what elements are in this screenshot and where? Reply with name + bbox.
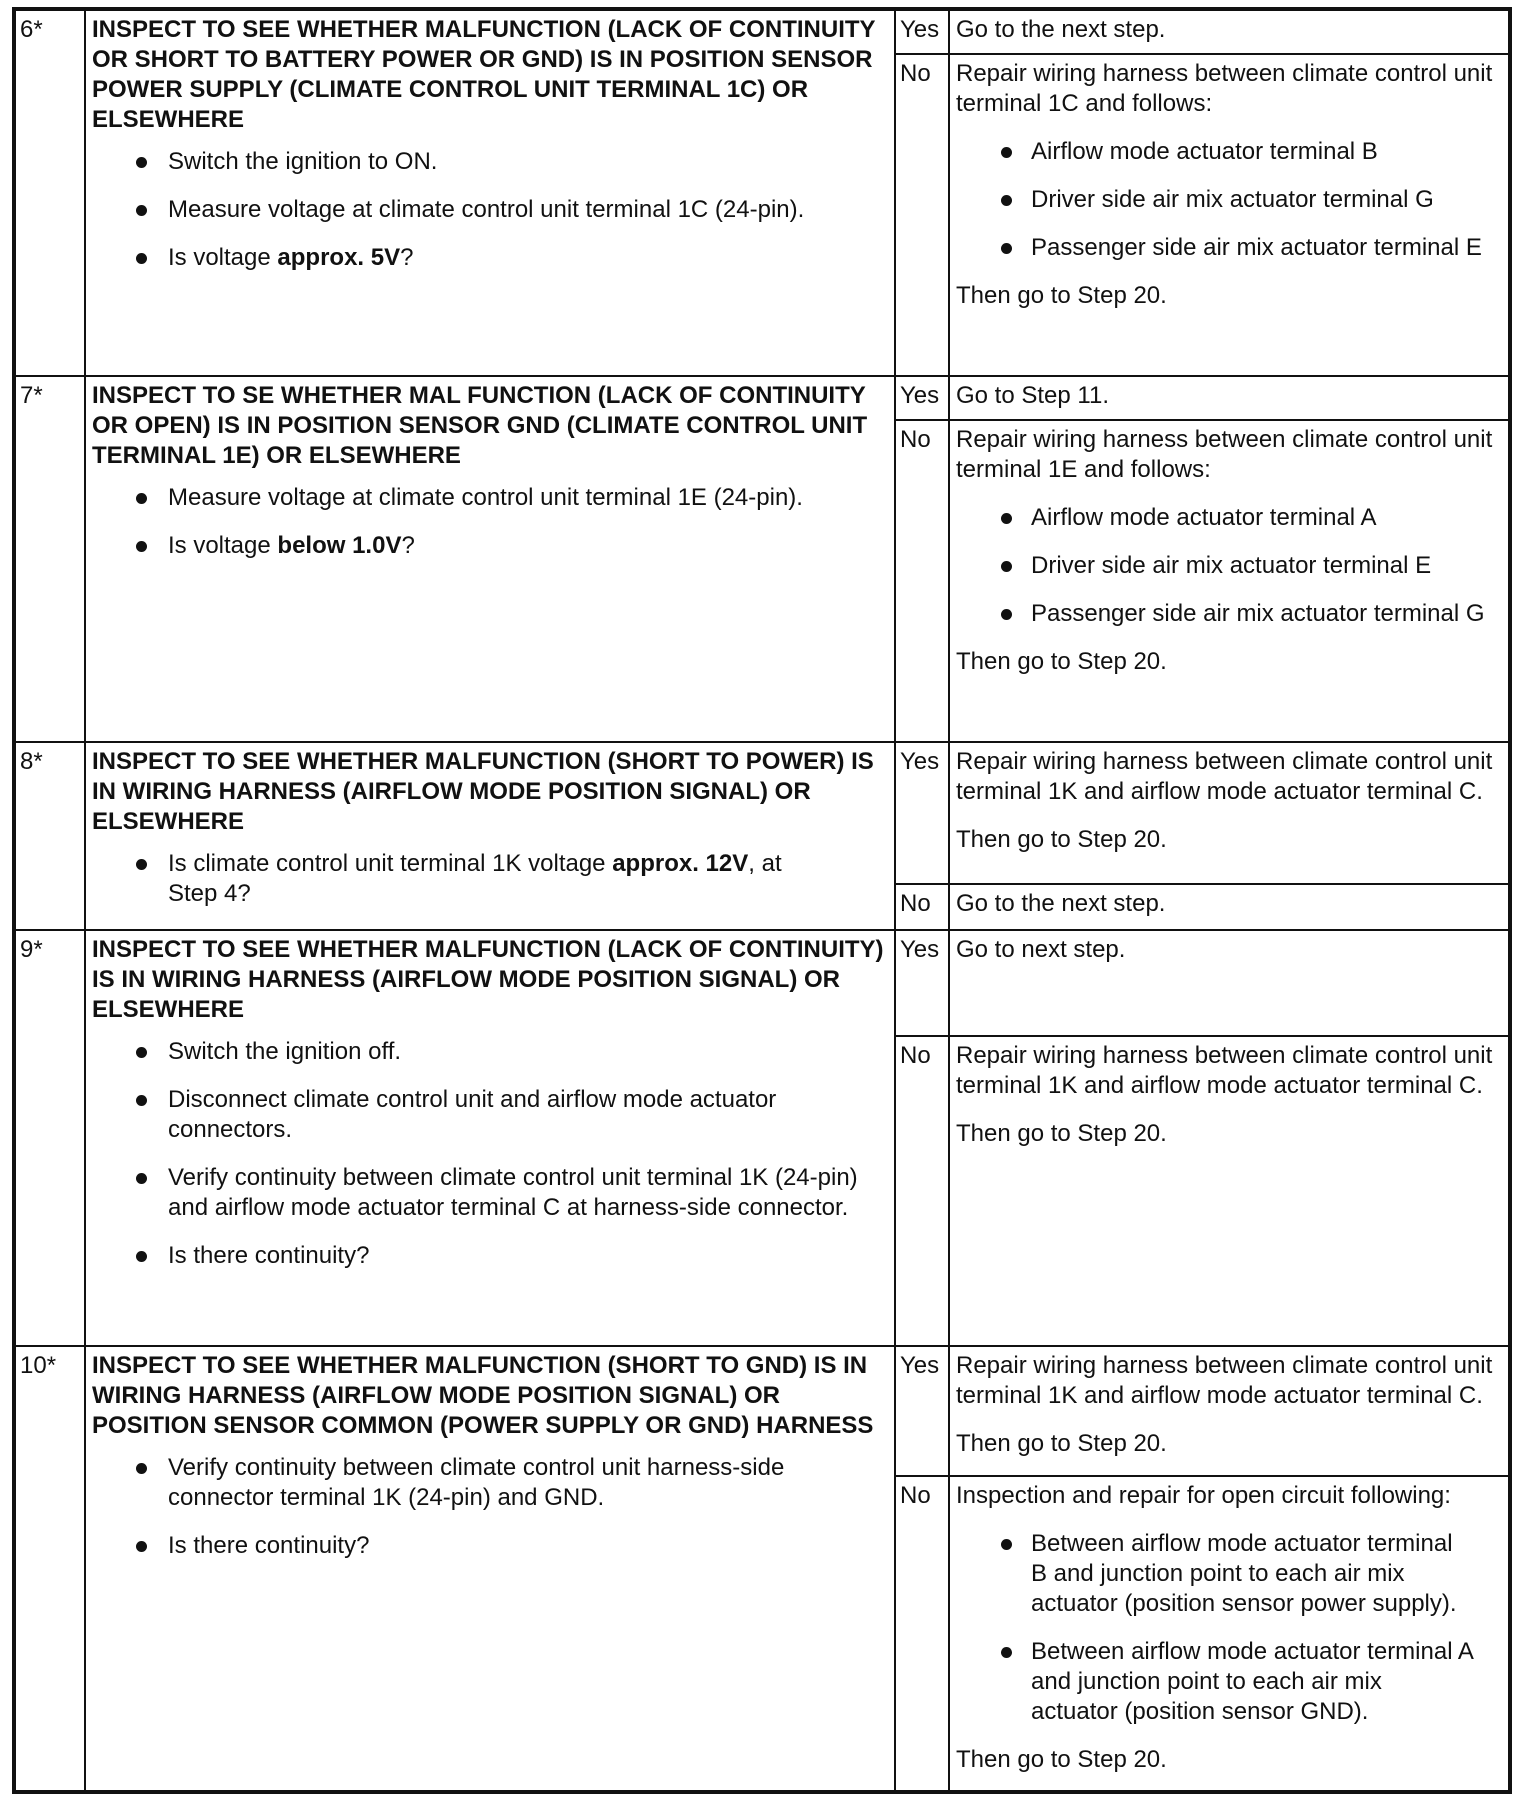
answer-yes [896, 743, 1508, 883]
yes-label: Yes [896, 1347, 950, 1475]
yes-action: Go to Step 11. [956, 382, 1109, 409]
answer-no [896, 1035, 1508, 1345]
no-action [950, 1037, 1508, 1345]
inspection-bullet: Is climate control unit terminal 1K voltage approx. 12V, at Step 4? [92, 849, 884, 909]
step-number: 8* [16, 743, 86, 929]
no-action-text: Inspection and repair for open circuit following: [956, 1482, 1451, 1509]
yes-label: Yes [896, 931, 950, 1035]
answer-column [896, 1347, 1508, 1790]
answer-yes [896, 1347, 1508, 1475]
inspection-cell [86, 1347, 896, 1790]
action-bullet: Between airflow mode actuator terminal A and junction point to each air mix actuator (position sensor GND). [956, 1637, 1504, 1727]
no-label: No [896, 421, 950, 741]
yes-action-text: Repair wiring harness between climate control unit terminal 1K and airflow mode actuator terminal C. [956, 748, 1493, 805]
inspection-bullet: Verify continuity between climate control unit terminal 1K (24-pin) and airflow mode actuator terminal C at harness-side connector. [92, 1163, 884, 1223]
no-label: No [896, 885, 950, 929]
inspection-bullet: Switch the ignition to ON. [92, 147, 884, 177]
no-action [950, 421, 1508, 741]
answer-no [896, 419, 1508, 741]
answer-column [896, 931, 1508, 1345]
step-row-8 [16, 743, 1508, 931]
inspection-title: INSPECT TO SEE WHETHER MALFUNCTION (SHORT TO GND) IS IN WIRING HARNESS (AIRFLOW MODE POSITION SIGNAL) OR POSITION SENSOR COMMON (POWER SUPPLY OR GND) HARNESS [92, 1352, 874, 1439]
yes-label: Yes [896, 743, 950, 883]
step-row-7 [16, 377, 1508, 743]
then-step: Then go to Step 20. [956, 1120, 1167, 1147]
yes-label: Yes [896, 377, 950, 419]
yes-action-text: Repair wiring harness between climate control unit terminal 1K and airflow mode actuator terminal C. [956, 1352, 1493, 1409]
inspection-cell [86, 931, 896, 1345]
step-number: 7* [16, 377, 86, 741]
inspection-cell [86, 743, 896, 929]
no-label: No [896, 55, 950, 375]
answer-yes [896, 11, 1508, 53]
answer-column [896, 377, 1508, 741]
inspection-bullet: Measure voltage at climate control unit terminal 1E (24-pin). [92, 483, 884, 513]
no-action-text: Repair wiring harness between climate control unit terminal 1K and airflow mode actuator terminal C. [956, 1042, 1493, 1099]
inspection-bullet: Is voltage below 1.0V? [92, 531, 884, 561]
answer-yes [896, 931, 1508, 1035]
no-label: No [896, 1477, 950, 1790]
troubleshooting-table [12, 7, 1512, 1794]
yes-action: Go to the next step. [956, 16, 1166, 43]
step-row-10 [16, 1347, 1508, 1790]
action-bullet: Driver side air mix actuator terminal G [956, 185, 1504, 215]
yes-action: Go to next step. [956, 936, 1126, 963]
inspection-bullet: Disconnect climate control unit and airflow mode actuator connectors. [92, 1085, 884, 1145]
step-row-6 [16, 11, 1508, 377]
yes-label: Yes [896, 11, 950, 53]
answer-column [896, 11, 1508, 375]
then-step: Then go to Step 20. [956, 648, 1167, 675]
no-action-text: Repair wiring harness between climate control unit terminal 1C and follows: [956, 60, 1493, 117]
no-action [950, 55, 1508, 375]
action-bullet: Airflow mode actuator terminal B [956, 137, 1504, 167]
no-label: No [896, 1037, 950, 1345]
no-action: Go to the next step. [956, 890, 1166, 917]
answer-yes [896, 377, 1508, 419]
inspection-title: INSPECT TO SEE WHETHER MALFUNCTION (LACK OF CONTINUITY OR SHORT TO BATTERY POWER OR GND) IS IN POSITION SENSOR POWER SUPPLY (CLIMATE CONTROL UNIT TERMINAL 1C) OR ELSEWHERE [92, 16, 876, 133]
step-row-9 [16, 931, 1508, 1347]
inspection-bullet: Is there continuity? [92, 1241, 884, 1271]
answer-column [896, 743, 1508, 929]
inspection-title: INSPECT TO SEE WHETHER MALFUNCTION (SHORT TO POWER) IS IN WIRING HARNESS (AIRFLOW MODE POSITION SIGNAL) OR ELSEWHERE [92, 748, 874, 835]
inspection-cell [86, 377, 896, 741]
then-step: Then go to Step 20. [956, 282, 1167, 309]
action-bullet: Airflow mode actuator terminal A [956, 503, 1504, 533]
step-number: 9* [16, 931, 86, 1345]
yes-action [950, 743, 1508, 883]
answer-no [896, 883, 1508, 929]
inspection-bullet: Is there continuity? [92, 1531, 884, 1561]
no-action [950, 1477, 1508, 1790]
answer-no [896, 1475, 1508, 1790]
inspection-title: INSPECT TO SE WHETHER MAL FUNCTION (LACK OF CONTINUITY OR OPEN) IS IN POSITION SENSOR GND (CLIMATE CONTROL UNIT TERMINAL 1E) OR ELSEWHERE [92, 382, 868, 469]
step-number: 10* [16, 1347, 86, 1790]
inspection-title: INSPECT TO SEE WHETHER MALFUNCTION (LACK OF CONTINUITY) IS IN WIRING HARNESS (AIRFLOW MODE POSITION SIGNAL) OR ELSEWHERE [92, 936, 884, 1023]
then-step: Then go to Step 20. [956, 1746, 1167, 1773]
action-bullet: Driver side air mix actuator terminal E [956, 551, 1504, 581]
inspection-bullet: Measure voltage at climate control unit terminal 1C (24-pin). [92, 195, 884, 225]
answer-no [896, 53, 1508, 375]
inspection-bullet: Switch the ignition off. [92, 1037, 884, 1067]
action-bullet: Between airflow mode actuator terminal B and junction point to each air mix actuator (position sensor power supply). [956, 1529, 1504, 1619]
step-number: 6* [16, 11, 86, 375]
action-bullet: Passenger side air mix actuator terminal G [956, 599, 1504, 629]
inspection-cell [86, 11, 896, 375]
then-step: Then go to Step 20. [956, 826, 1167, 853]
action-bullet: Passenger side air mix actuator terminal E [956, 233, 1504, 263]
yes-action [950, 1347, 1508, 1475]
inspection-bullet: Verify continuity between climate control unit harness-side connector terminal 1K (24-pin) and GND. [92, 1453, 884, 1513]
no-action-text: Repair wiring harness between climate control unit terminal 1E and follows: [956, 426, 1493, 483]
inspection-bullet: Is voltage approx. 5V? [92, 243, 884, 273]
then-step: Then go to Step 20. [956, 1430, 1167, 1457]
